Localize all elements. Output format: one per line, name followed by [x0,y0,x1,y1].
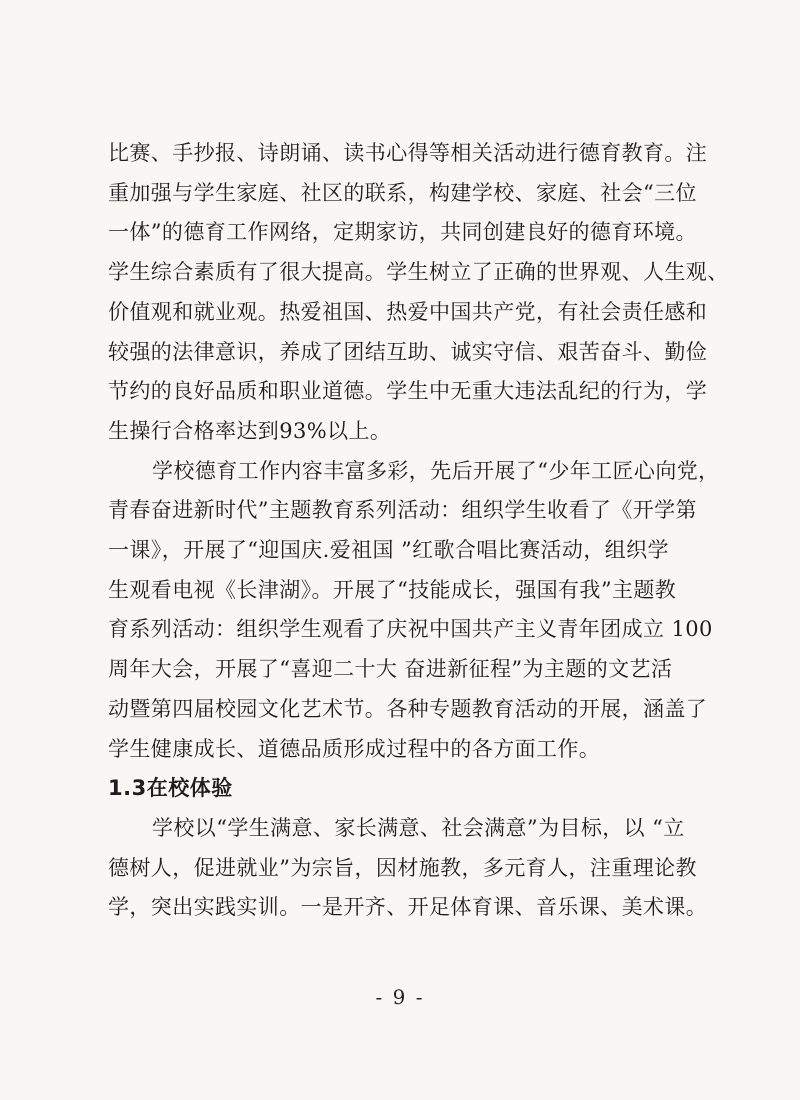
page-number: - 9 - [375,985,425,1009]
text-line: 育系列活动：组织学生观看了庆祝中国共产主义青年团成立 100 [108,617,713,642]
text-line: 学校以“学生满意、家长满意、社会满意”为目标，以 “立 [152,815,685,840]
text-line: 比赛、手抄报、诗朗诵、读书心得等相关活动进行德育教育。注 [108,141,708,165]
text-line: 一体”的德育工作网络，定期家访，共同创建良好的德育环境。 [108,220,697,245]
paragraph-moral-education-1 [108,134,729,452]
text-line: 青春奋进新时代”主题教育系列活动：组织学生收看了《开学第 [108,498,697,523]
text-line: 周年大会，开展了“喜迎二十大 奋进新征程”为主题的文艺活 [108,657,673,682]
paragraph-moral-education-2 [108,452,720,770]
text-line: 价值观和就业观。热爱祖国、热爱中国共产党，有社会责任感和 [108,299,708,324]
text-line: 德树人，促进就业”为宗旨，因材施教，多元育人，注重理论教 [108,855,697,880]
text-line: 较强的法律意识，养成了团结互助、诚实守信、艰苦奋斗、勤俭 [108,339,708,364]
text-line: 生观看电视《长津湖》。开展了“技能成长，强国有我”主题教 [108,577,677,602]
page-content [108,134,729,928]
text-line: 动暨第四届校园文化艺术节。各种专题教育活动的开展，涵盖了 [108,696,708,721]
text-line: 重加强与学生家庭、社区的联系，构建学校、家庭、社会“三位 [108,180,697,205]
text-line: 一课》，开展了“迎国庆.爱祖国 ”红歌合唱比赛活动，组织学 [108,538,669,563]
text-line: 节约的良好品质和职业道德。学生中无重大违法乱纪的行为，学 [108,379,708,404]
text-line: 学生综合素质有了很大提高。学生树立了正确的世界观、人生观、 [108,260,729,285]
text-line: 生操行合格率达到93%以上。 [108,418,392,443]
text-line: 学校德育工作内容丰富多彩，先后开展了“少年工匠心向党， [152,458,720,483]
text-line: 学，突出实践实训。一是开齐、开足体育课、音乐课、美术课。 [108,895,708,920]
paragraph-school-experience [108,809,706,928]
text-line: 学生健康成长、道德品质形成过程中的各方面工作。 [108,736,601,761]
section-heading: 1.3在校体验 [108,776,233,801]
